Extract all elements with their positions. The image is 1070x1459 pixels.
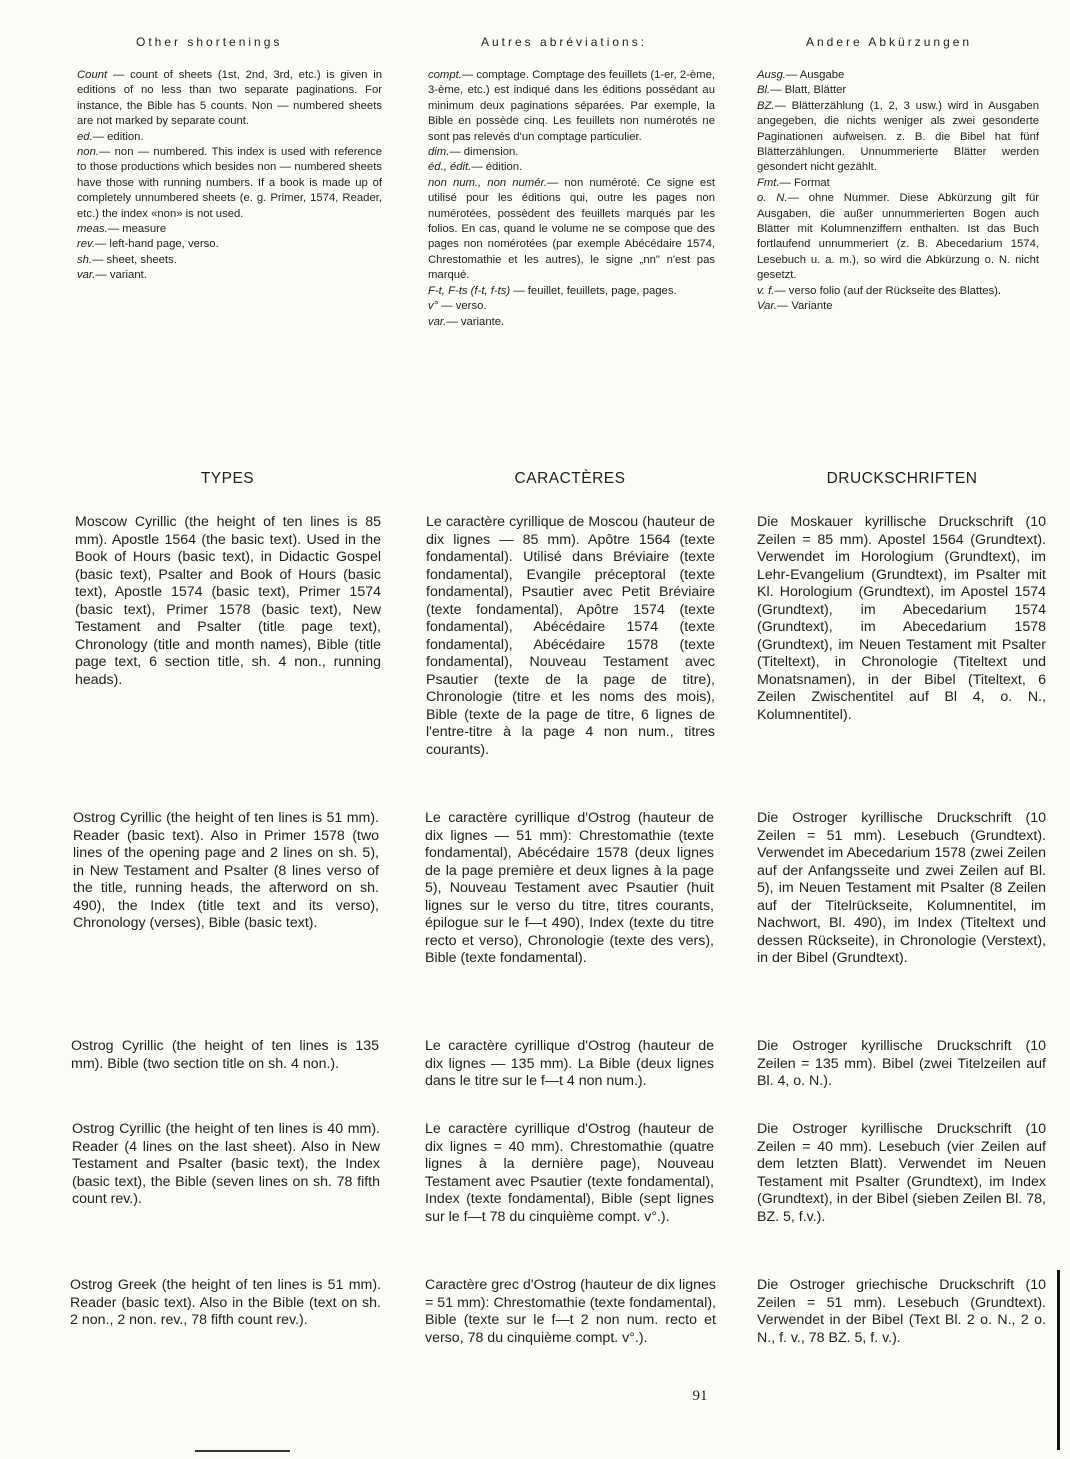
abbr-term: BZ. xyxy=(757,99,775,112)
abbr-def: — Blatt, Blätter xyxy=(770,84,847,97)
abbr-entry xyxy=(428,68,715,145)
abbr-def: — comptage. Comptage des feuillets (1-er, 2-ème, 3-ème, etc.) est indiqué dans les éditions possédant au minimum deux paginations séparées. Par exemple, la Bible en possède cinq. Les feuillets non numérotés ne sont pas relevés d'un comptage particulier. xyxy=(428,69,715,143)
abbr-def: — dimension. xyxy=(449,146,519,159)
abbr-def: — variante. xyxy=(446,315,505,328)
abbr-term: F-t, F-ts (f-t, f-ts) xyxy=(428,284,511,297)
abbr-term: dim. xyxy=(428,146,450,159)
abbr-list-de xyxy=(757,68,1039,315)
abbr-entry xyxy=(428,160,715,175)
type-entry-de-2: Die Ostroger kyrillische Druckschrift (10 Zeilen = 51 mm). Lesebuch (Grundtext). Verwendet im Abecedarium 1578 (zwei Zeilen auf der Anfangsseite und zwei Zeilen auf Bl. 5), im Neuen Testament mit Psalter (8 Zeilen auf der Titelrückseite, Kolumnentitel, im Nachwort, Bl. 490), im Index (Titeltext und dessen Rückseite), in Chronologie (Verstext), in der Bibel (Grundtext). xyxy=(757,810,1046,966)
abbr-entry xyxy=(77,130,382,145)
abbr-def: — verso. xyxy=(438,300,487,313)
abbr-entry xyxy=(757,191,1039,283)
header-en: Other shortenings xyxy=(136,35,283,49)
abbr-term: Ausg. xyxy=(757,69,786,81)
abbr-entry xyxy=(77,237,382,252)
abbr-entry xyxy=(428,299,715,314)
abbr-term: éd., édit. xyxy=(428,161,472,174)
type-entry-en-2: Ostrog Cyrillic (the height of ten lines is 51 mm). Reader (basic text). Also in Primer 1578 (two lines of the opening page and 2 lines on sh. 5), in New Testament and Psalter (8 lines verso of the title, running heads, the afterword on sh. 490), the Index (title text and its verso), Chronology (verses), Bible (basic text). xyxy=(73,810,379,931)
type-entry-fr-2: Le caractère cyrillique d'Ostrog (hauteur de dix lignes — 51 mm): Chrestomathie (texte fondamental), Abécédaire 1578 (deux lignes de la page première et deux lignes à la page 5), Nouveau Testament avec Psautier (huit lignes sur le verso du titre, titres courants, épilogue sur le f—t 490), Index (texte du titre recto et verso), Chronologie (texte des vers), Bible (texte fondamental). xyxy=(425,810,714,966)
abbr-term: Bl. xyxy=(757,84,771,97)
abbr-entry xyxy=(428,284,715,299)
abbr-entry xyxy=(757,99,1039,176)
abbr-def: — Ausgabe xyxy=(785,69,845,81)
abbr-term: rev. xyxy=(77,238,95,251)
abbr-list-en xyxy=(77,68,382,284)
abbr-entry xyxy=(757,68,1039,83)
abbr-term: Count xyxy=(77,69,108,81)
abbr-entry xyxy=(77,222,382,237)
section-heading-de: DRUCKSCHRIFTEN xyxy=(826,470,978,487)
abbr-term: Var. xyxy=(757,300,777,313)
header-fr: Autres abréviations: xyxy=(481,35,648,49)
type-entry-de-1: Die Moskauer kyrillische Druckschrift (10 Zeilen = 85 mm). Apostel 1564 (Grundtext). Verwendet im Horologium (Grundtext), im Lehr-Evangelium (Grundtext), im Psalter mit Kl. Horologium (Grundtext), im Apostel 1574 (Grundtext), im Abecedarium 1574 (Grundtext), im Abecedarium 1578 (Grundtext), im Neuen Testament mit Psalter (Titeltext), in Chronologie (Titeltext und Monatsnamen), in der Bibel (Titeltext, 6 Zeilen Zwischentitel auf Bl 4, o. N., Kolumnentitel). xyxy=(757,514,1046,723)
abbr-term: Fmt. xyxy=(757,176,780,189)
abbr-def: — left-hand page, verso. xyxy=(95,238,219,251)
abbr-term: o. N. xyxy=(757,192,788,205)
abbr-entry xyxy=(757,299,1039,314)
abbr-entry xyxy=(77,68,382,130)
abbr-entry xyxy=(757,176,1039,191)
abbr-def: — measure xyxy=(107,223,167,236)
abbr-def: — sheet, sheets. xyxy=(92,253,177,266)
abbr-def: — feuillet, feuillets, page, pages. xyxy=(510,284,677,297)
section-heading-en: TYPES xyxy=(200,470,255,487)
abbr-term: non num., non numér. xyxy=(428,176,547,189)
abbr-def: — édition. xyxy=(471,161,523,174)
abbr-term: v. f. xyxy=(757,284,775,297)
abbr-def: — non — numbered. This index is used with reference to those productions which besides non — numbered sheets have those with running numbers. If a book is made up of completely unnumbered sheets (e. g. Primer, 1574, Reader, etc.) the index «non» is not used. xyxy=(77,146,382,220)
type-entry-en-4: Ostrog Cyrillic (the height of ten lines is 40 mm). Reader (4 lines on the last sheet). Also in New Testament and Psalter (basic text), the Index (basic text), the Bible (seven lines on sh. 78 fifth count rev.). xyxy=(72,1121,380,1207)
abbr-def: — count of sheets (1st, 2nd, 3rd, etc.) is given in editions of no less than two separate paginations. For instance, the Bible has 5 counts. Non — numbered sheets are not marked by separate count. xyxy=(77,69,382,128)
type-entry-de-4: Die Ostroger kyrillische Druckschrift (10 Zeilen = 40 mm). Lesebuch (vier Zeilen auf dem letzten Blatt). Verwendet im Neuen Testament mit Psalter (Grundtext), im Index (Grundtext), in der Bibel (sieben Zeilen Bl. 78, BZ. 5, f.v.). xyxy=(757,1121,1046,1225)
abbr-entry xyxy=(77,268,382,283)
abbr-term: meas. xyxy=(77,223,108,236)
abbr-def: — Format xyxy=(779,176,830,189)
abbr-term: compt. xyxy=(428,69,462,81)
type-entry-en-5: Ostrog Greek (the height of ten lines is 51 mm). Reader (basic text). Also in the Bible (text on sh. 2 non., 2 non. rev., 78 fifth count rev.). xyxy=(70,1277,381,1328)
type-entry-de-3: Die Ostroger kyrillische Druckschrift (10 Zeilen = 135 mm). Bibel (zwei Titelzeilen auf Bl. 4, o. N.). xyxy=(757,1038,1046,1089)
abbr-entry xyxy=(77,145,382,222)
page-edge-line xyxy=(1057,1270,1060,1450)
abbr-term: ed. xyxy=(77,130,93,143)
abbr-term: var. xyxy=(428,315,447,328)
abbr-def: — Blätterzählung (1, 2, 3 usw.) wird in Ausgaben angegeben, die nichts weniger als zwei gesonderte Paginationen aufweisen. z. B. die Bibel hat fünf Blätterzählungen. Unnummerierte Blätter werden gesondert nicht gezählt. xyxy=(757,99,1039,174)
type-entry-en-3: Ostrog Cyrillic (the height of ten lines is 135 mm). Bible (two section title on sh. 4 non.). xyxy=(71,1038,379,1072)
type-entry-de-5: Die Ostroger griechische Druckschrift (10 Zeilen = 51 mm). Lesebuch (Grundtext). Verwendet in der Bibel (Text Bl. 2 o. N., 2 o. N., f. v., 78 BZ. 5, f. v.). xyxy=(757,1277,1046,1346)
section-heading-fr: CARACTÈRES xyxy=(514,470,626,487)
type-entry-fr-3: Le caractère cyrillique d'Ostrog (hauteur de dix lignes — 135 mm). La Bible (deux lignes dans le titre sur le f—t 4 non num.). xyxy=(425,1038,714,1089)
header-de: Andere Abkürzungen xyxy=(806,35,973,49)
abbr-entry xyxy=(77,253,382,268)
abbr-def: — Variante xyxy=(776,300,833,313)
abbr-def: — ohne Nummer. Diese Abkürzung gilt für Ausgaben, die außer unnummerierten Bogen auch Blätter mit Kolumnenziffern enthalten. Ist das Buch fortlaufend unnummeriert (z. B. Abecedarium 1574, Lesebuch u. a. m.), so wird die Abkürzung o. N. nicht gesetzt. xyxy=(757,192,1039,282)
abbr-entry xyxy=(757,284,1039,299)
abbr-term: v° xyxy=(428,300,439,313)
abbr-entry xyxy=(428,176,715,284)
abbr-entry xyxy=(757,83,1039,98)
type-entry-fr-1: Le caractère cyrillique de Moscou (hauteur de dix lignes — 85 mm). Apôtre 1564 (texte fondamental). Utilisé dans Bréviaire (texte fondamental), Evangile préceptoral (texte fondamental), Psautier avec Petit Bréviaire (texte fondamental), Apôtre 1574 (texte fondamental), Abécédaire 1574 (texte fondamental), Abécédaire 1578 (texte fondamental), Nouveau Testament avec Psautier (texte de la page de titre), Chronologie (titre et les noms des mois), Bible (texte de la page de titre, 6 lignes de l'entre-titre à la page 4 non num., titres courants). xyxy=(426,514,715,758)
type-entry-fr-4: Le caractère cyrillique d'Ostrog (hauteur de dix lignes = 40 mm). Chrestomathie (quatre lignes à la dernière page), Nouveau Testament avec Psautier (texte fondamental), Index (texte fondamental), Bible (sept lignes sur le f—t 78 du cinquième compt. v°.). xyxy=(425,1121,714,1225)
abbr-def: — variant. xyxy=(95,269,147,282)
abbr-def: — edition. xyxy=(92,130,144,143)
abbr-term: non. xyxy=(77,146,99,159)
page-number: 91 xyxy=(692,1388,708,1404)
abbr-entry xyxy=(428,145,715,160)
type-entry-en-1: Moscow Cyrillic (the height of ten lines is 85 mm). Apostle 1564 (the basic text). Used in the Book of Hours (basic text), in Didactic Gospel (basic text), Psalter and Book of Hours (basic text), Apostle 1574 (basic text), Primer 1574 (basic text), Primer 1578 (basic text), New Testament and Psalter (title page text), Chronology (title and month names), Bible (title page text, 6 section title, sh. 4 non., running heads). xyxy=(75,514,381,688)
abbr-list-fr xyxy=(428,68,715,330)
abbr-term: sh. xyxy=(77,253,93,266)
scan-mark xyxy=(195,1450,290,1452)
abbr-entry xyxy=(428,315,715,330)
abbr-def: — verso folio (auf der Rückseite des Blattes). xyxy=(774,284,1002,297)
abbr-term: var. xyxy=(77,269,96,282)
type-entry-fr-5: Caractère grec d'Ostrog (hauteur de dix lignes = 51 mm): Chrestomathie (texte fondamental), Bible (texte sur le f—t 2 non num. recto et verso, 78 du cinquième compt. v°.). xyxy=(425,1277,716,1346)
abbr-def: — non numéroté. Ce signe est utilisé pour les éditions qui, outre les pages non numérotées, possèdent des feuillets marqués par les folios. En cas, quand le volume ne se compose que des pages non nomérotées (par exemple Abécédaire 1574, Chrestomathie et les autres), le signe „nn" n'est pas marqué. xyxy=(428,176,715,282)
